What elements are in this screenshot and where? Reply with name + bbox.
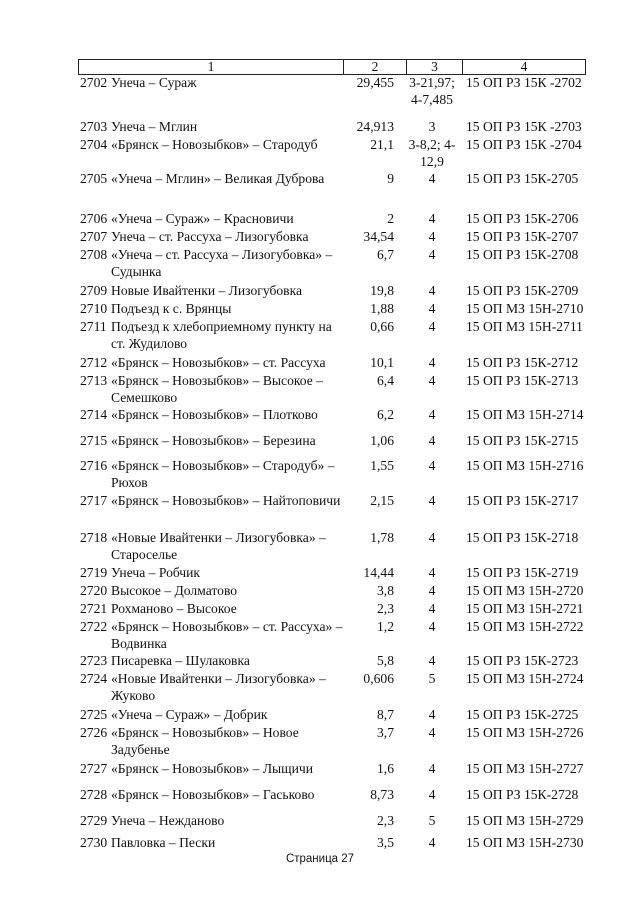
road-length: 6,7 [377, 247, 394, 262]
road-category: 3-21,97; 4-7,485 [409, 75, 455, 107]
road-name: Высокое – Долматово [111, 583, 238, 598]
road-length: 2,3 [377, 601, 394, 616]
road-length: 8,73 [370, 787, 394, 802]
road-category: 4 [428, 653, 436, 668]
row-number: 2729 [80, 813, 108, 828]
road-name: Унеча – Нежданово [111, 813, 225, 828]
header-col-4: 4 [463, 60, 586, 75]
road-length: 0,66 [370, 319, 394, 334]
road-length: 6,2 [377, 407, 394, 422]
road-name: Писаревка – Шулаковка [111, 653, 250, 668]
road-name: Унеча – ст. Рассуха – Лизогубовка [111, 229, 309, 244]
road-code: 15 ОП РЗ 15К-2705 [466, 171, 579, 186]
road-length: 5,8 [377, 653, 394, 668]
road-code: 15 ОП РЗ 15К-2708 [466, 247, 579, 262]
road-category: 3 [428, 119, 436, 134]
road-category: 4 [428, 761, 436, 776]
row-number: 2711 [80, 319, 107, 334]
road-name: «Унеча – Сураж» – Красновичи [111, 211, 294, 226]
row-number: 2725 [80, 707, 108, 722]
row-number: 2706 [80, 211, 108, 226]
road-name: Унеча – Робчик [111, 565, 200, 580]
road-code: 15 ОП МЗ 15Н-2730 [466, 835, 584, 850]
road-name: «Брянск – Новозыбков» – Плотково [111, 407, 318, 422]
road-category: 4 [428, 601, 436, 616]
road-code: 15 ОП РЗ 15К-2715 [466, 433, 579, 448]
road-name: «Новые Ивайтенки – Лизогубовка» – Староселье [111, 530, 326, 562]
road-category: 4 [428, 725, 436, 740]
row-number: 2728 [80, 787, 108, 802]
road-code: 15 ОП РЗ 15К-2718 [466, 530, 579, 545]
road-name: Унеча – Мглин [111, 119, 198, 134]
road-name: «Брянск – Новозыбков» – ст. Рассуха» – Водвинка [111, 619, 343, 651]
road-name: «Брянск – Новозыбков» – Новое Задубенье [111, 725, 299, 757]
road-length: 19,8 [370, 283, 394, 298]
road-category: 5 [428, 813, 436, 828]
row-number: 2730 [80, 835, 108, 850]
road-category: 4 [428, 407, 436, 422]
road-code: 15 ОП МЗ 15Н-2729 [466, 813, 584, 828]
road-category: 4 [428, 619, 436, 634]
road-category: 4 [428, 283, 436, 298]
road-length: 2,15 [370, 493, 394, 508]
road-length: 1,6 [377, 761, 394, 776]
road-name: Подъезд к хлебоприемному пункту на ст. Жудилово [111, 319, 332, 351]
road-code: 15 ОП МЗ 15Н-2711 [466, 319, 583, 334]
road-category: 4 [428, 247, 436, 262]
row-number: 2702 [80, 75, 108, 90]
row-number: 2714 [80, 407, 108, 422]
row-number: 2724 [80, 671, 108, 686]
row-number: 2713 [80, 373, 108, 388]
road-code: 15 ОП МЗ 15Н-2721 [466, 601, 584, 616]
road-name: Унеча – Сураж [111, 75, 197, 90]
road-length: 1,88 [370, 301, 394, 316]
road-code: 15 ОП РЗ 15К -2704 [466, 137, 582, 152]
road-name: Рохманово – Высокое [111, 601, 237, 616]
header-col-3: 3 [407, 60, 463, 75]
road-code: 15 ОП РЗ 15К-2717 [466, 493, 579, 508]
road-category: 4 [428, 229, 436, 244]
road-length: 14,44 [363, 565, 394, 580]
road-code: 15 ОП МЗ 15Н-2710 [466, 301, 584, 316]
road-code: 15 ОП МЗ 15Н-2714 [466, 407, 584, 422]
row-number: 2723 [80, 653, 108, 668]
road-category: 4 [428, 565, 436, 580]
page-number: Страница 27 [285, 853, 355, 865]
road-name: «Брянск – Новозыбков» – ст. Рассуха [111, 355, 326, 370]
road-code: 15 ОП РЗ 15К-2707 [466, 229, 579, 244]
road-name: «Унеча – Мглин» – Великая Дуброва [111, 171, 325, 186]
row-number: 2717 [80, 493, 108, 508]
road-code: 15 ОП РЗ 15К-2713 [466, 373, 579, 388]
road-name: «Брянск – Новозыбков» – Найтоповичи [111, 493, 341, 508]
row-number: 2721 [80, 601, 108, 616]
road-length: 1,78 [370, 530, 394, 545]
road-length: 1,06 [370, 433, 394, 448]
table-header [78, 59, 586, 75]
row-number: 2719 [80, 565, 108, 580]
road-code: 15 ОП РЗ 15К-2723 [466, 653, 579, 668]
road-code: 15 ОП РЗ 15К-2706 [466, 211, 579, 226]
road-code: 15 ОП РЗ 15К-2728 [466, 787, 579, 802]
road-code: 15 ОП РЗ 15К-2712 [466, 355, 579, 370]
road-category: 3-8,2; 4-12,9 [408, 137, 456, 169]
road-category: 4 [428, 530, 436, 545]
road-code: 15 ОП МЗ 15Н-2726 [466, 725, 584, 740]
road-name: «Брянск – Новозыбков» – Стародуб» – Рюхов [111, 458, 335, 490]
road-category: 4 [428, 433, 436, 448]
road-length: 24,913 [356, 119, 394, 134]
road-name: «Брянск – Новозыбков» – Стародуб [111, 137, 318, 152]
row-number: 2703 [80, 119, 108, 134]
road-name: «Унеча – ст. Рассуха – Лизогубовка» – Судынка [111, 247, 333, 279]
road-name: «Новые Ивайтенки – Лизогубовка» – Жуково [111, 671, 326, 703]
row-number: 2715 [80, 433, 108, 448]
road-length: 1,55 [370, 458, 394, 473]
row-number: 2727 [80, 761, 108, 776]
row-number: 2708 [80, 247, 108, 262]
road-category: 4 [428, 301, 436, 316]
road-code: 15 ОП РЗ 15К -2703 [466, 119, 582, 134]
road-code: 15 ОП РЗ 15К-2709 [466, 283, 579, 298]
road-length: 3,5 [377, 835, 394, 850]
road-name: «Брянск – Новозыбков» – Березина [111, 433, 316, 448]
road-name: «Брянск – Новозыбков» – Гаськово [111, 787, 315, 802]
header-col-1: 1 [79, 60, 344, 75]
row-number: 2726 [80, 725, 108, 740]
road-length: 3,8 [377, 583, 394, 598]
road-category: 4 [428, 355, 436, 370]
road-length: 8,7 [377, 707, 394, 722]
road-category: 4 [428, 835, 436, 850]
row-number: 2709 [80, 283, 108, 298]
road-category: 4 [428, 458, 436, 473]
road-length: 34,54 [363, 229, 394, 244]
road-code: 15 ОП РЗ 15К-2719 [466, 565, 579, 580]
road-length: 2,3 [377, 813, 394, 828]
row-number: 2707 [80, 229, 108, 244]
road-code: 15 ОП МЗ 15Н-2727 [466, 761, 584, 776]
road-code: 15 ОП МЗ 15Н-2716 [466, 458, 584, 473]
road-name: «Брянск – Новозыбков» – Лыщичи [111, 761, 314, 776]
road-code: 15 ОП РЗ 15К -2702 [466, 75, 582, 90]
road-name: Новые Ивайтенки – Лизогубовка [111, 283, 303, 298]
road-category: 4 [428, 171, 436, 186]
road-category: 4 [428, 787, 436, 802]
row-number: 2722 [80, 619, 108, 634]
road-length: 9 [387, 171, 394, 186]
header-col-2: 2 [344, 60, 407, 75]
road-name: Павловка – Пески [111, 835, 216, 850]
road-code: 15 ОП МЗ 15Н-2720 [466, 583, 584, 598]
road-name: «Брянск – Новозыбков» – Высокое – Семешково [111, 373, 323, 405]
road-length: 29,455 [356, 75, 394, 90]
row-number: 2704 [80, 137, 108, 152]
road-category: 5 [428, 671, 436, 686]
row-number: 2718 [80, 530, 108, 545]
road-name: «Унеча – Сураж» – Добрик [111, 707, 268, 722]
road-length: 21,1 [370, 137, 394, 152]
road-category: 4 [428, 211, 436, 226]
road-code: 15 ОП МЗ 15Н-2722 [466, 619, 584, 634]
road-category: 4 [428, 493, 436, 508]
row-number: 2705 [80, 171, 108, 186]
road-length: 0,606 [363, 671, 394, 686]
road-length: 2 [387, 211, 394, 226]
row-number: 2710 [80, 301, 108, 316]
road-length: 10,1 [370, 355, 394, 370]
road-category: 4 [428, 583, 436, 598]
road-code: 15 ОП МЗ 15Н-2724 [466, 671, 584, 686]
road-length: 3,7 [377, 725, 394, 740]
row-number: 2712 [80, 355, 108, 370]
row-number: 2716 [80, 458, 108, 473]
road-category: 4 [428, 707, 436, 722]
road-length: 6,4 [377, 373, 394, 388]
road-name: Подъезд к с. Врянцы [111, 301, 232, 316]
road-length: 1,2 [377, 619, 394, 634]
row-number: 2720 [80, 583, 108, 598]
road-category: 4 [428, 373, 436, 388]
road-code: 15 ОП РЗ 15К-2725 [466, 707, 579, 722]
road-category: 4 [428, 319, 436, 334]
